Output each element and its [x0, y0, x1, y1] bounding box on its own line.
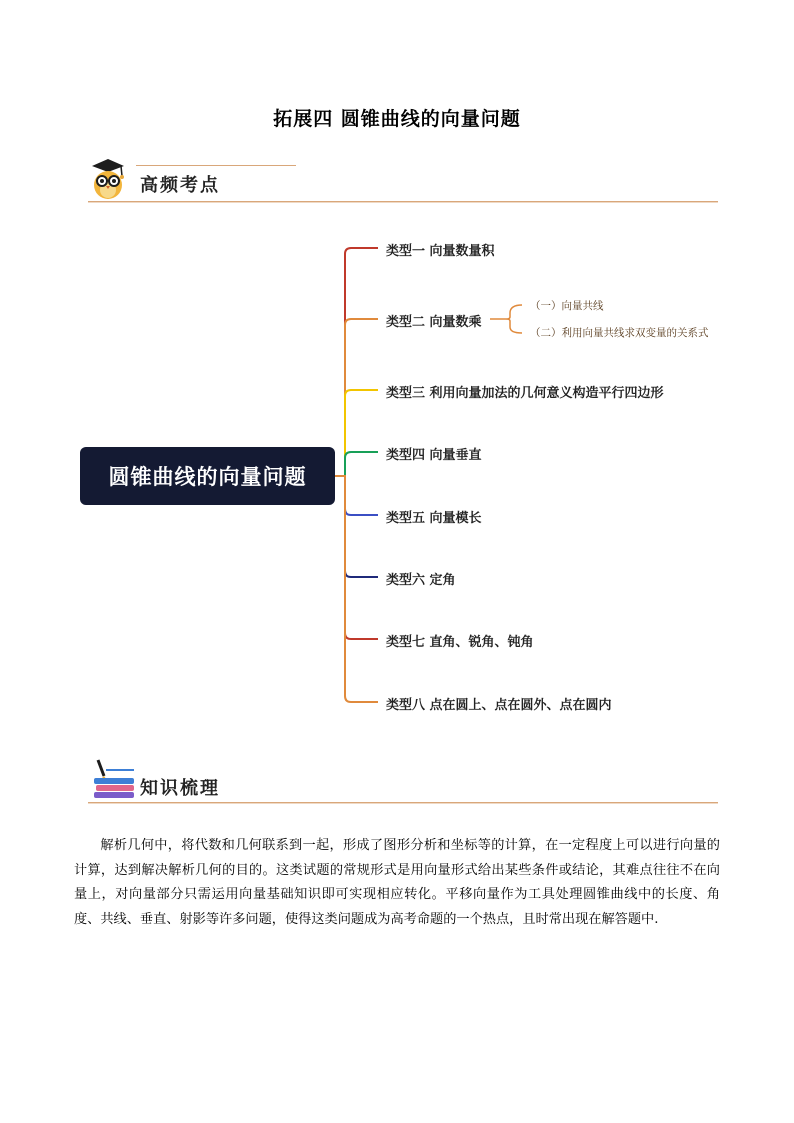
branch-2-child-1: （一）向量共线 [530, 300, 604, 312]
branch-6: 类型六 定角 [386, 573, 456, 588]
section-rule [88, 802, 718, 803]
section-header-knowledge [88, 758, 718, 818]
connector-branch-4 [335, 452, 378, 476]
section-label: 高频考点 [140, 175, 220, 196]
connector-branch-1 [335, 248, 378, 476]
branch-1: 类型一 向量数量积 [386, 244, 495, 259]
page-title: 拓展四 圆锥曲线的向量问题 [273, 108, 521, 130]
connector-branch-8 [335, 476, 378, 702]
branch-3: 类型三 利用向量加法的几何意义构造平行四边形 [386, 386, 664, 401]
branch-4: 类型四 向量垂直 [386, 448, 482, 463]
connector-branch-5 [335, 476, 378, 515]
branch-8: 类型八 点在圆上、点在圆外、点在圆内 [386, 698, 612, 713]
branch-2-child-2: （二）利用向量共线求双变量的关系式 [530, 327, 709, 339]
knowledge-paragraph: 解析几何中，将代数和几何联系到一起，形成了图形分析和坐标等的计算，在一定程度上可以进行向量的计算，达到解决解析几何的目的。这类试题的常规形式是用向量形式给出某些条件或结论，其难点往往不在向量上，对向量部分只需运用向量基础知识即可实现相应转化。平移向量作为工具处理圆锥曲线中的长度、角度、共线、垂直、射影等许多问题，使得这类问题成为高考命题的一个热点，且时常出现在解答题中. [74, 838, 720, 927]
mindmap-root-node: 圆锥曲线的向量问题 [80, 447, 335, 505]
branch-5: 类型五 向量模长 [386, 511, 482, 526]
branch-2: 类型二 向量数乘 [386, 315, 482, 330]
branch-7: 类型七 直角、锐角、钝角 [386, 635, 534, 650]
books-pencil-icon [92, 758, 138, 800]
connector-branch-2-bracket [490, 305, 522, 333]
connector-branch-7 [335, 476, 378, 639]
connector-branch-3 [335, 390, 378, 476]
section-label: 知识梳理 [140, 778, 220, 799]
connector-branch-6 [335, 476, 378, 577]
